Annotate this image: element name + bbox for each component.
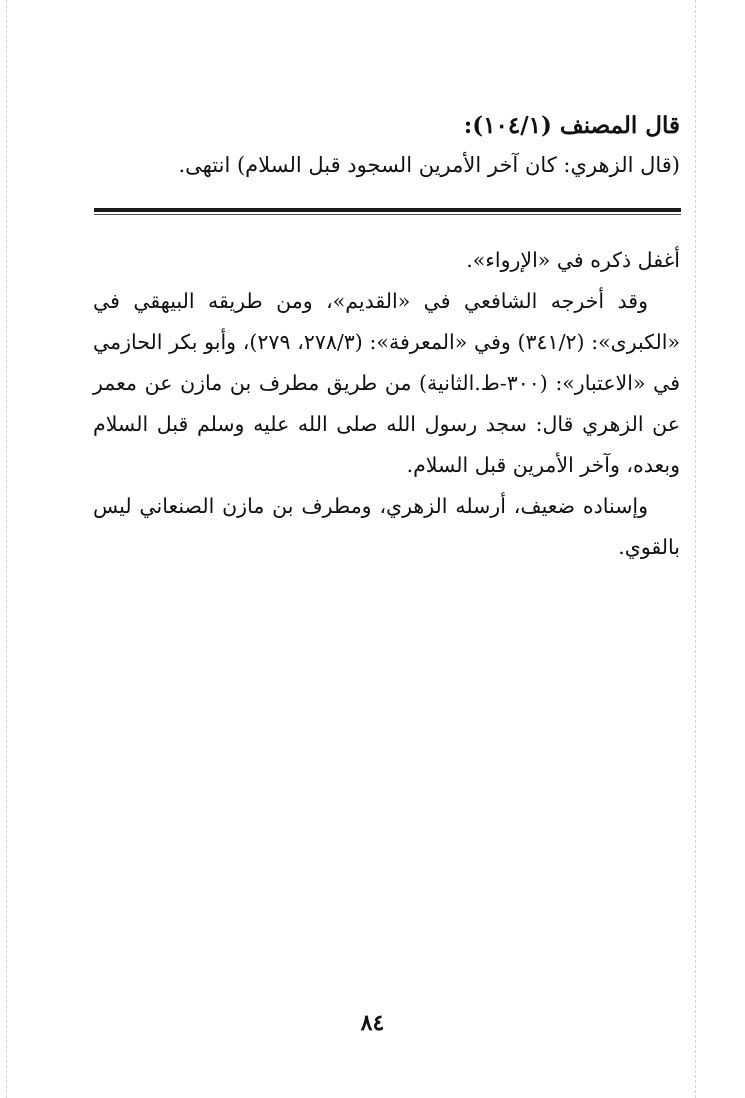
page-number: ٨٤	[360, 1010, 385, 1036]
separator-rule-thin	[94, 214, 681, 215]
paragraph-2: وقد أخرجه الشافعي في «القديم»، ومن طريقه البيهقي في «الكبرى»: (٣٤١/٢) وفي «المعرفة»: (٢٧٨/٣، ٢٧٩)، وأبو بكر الحازمي في «الاعتبار»: (٣٠٠-ط.الثانية) من طريق مطرف بن مازن عن معمر عن الزهري قال: سجد رسول الله صلى الله عليه وسلم قبل السلام وبعده، وآخر الأمرين قبل السلام.	[93, 289, 681, 477]
scan-edge-left	[6, 0, 7, 1098]
commentary-body	[93, 240, 680, 568]
separator-rule-thick	[94, 208, 681, 212]
scan-edge-right	[695, 0, 696, 1098]
quoted-text: (قال الزهري: كان آخر الأمرين السجود قبل السلام) انتهى.	[178, 153, 680, 177]
section-heading: قال المصنف (١٠٤/١):	[463, 112, 680, 139]
paragraph-3: وإسناده ضعيف، أرسله الزهري، ومطرف بن مازن الصنعاني ليس بالقوي.	[93, 494, 680, 559]
paragraph-1: أغفل ذكره في «الإرواء».	[466, 248, 680, 272]
